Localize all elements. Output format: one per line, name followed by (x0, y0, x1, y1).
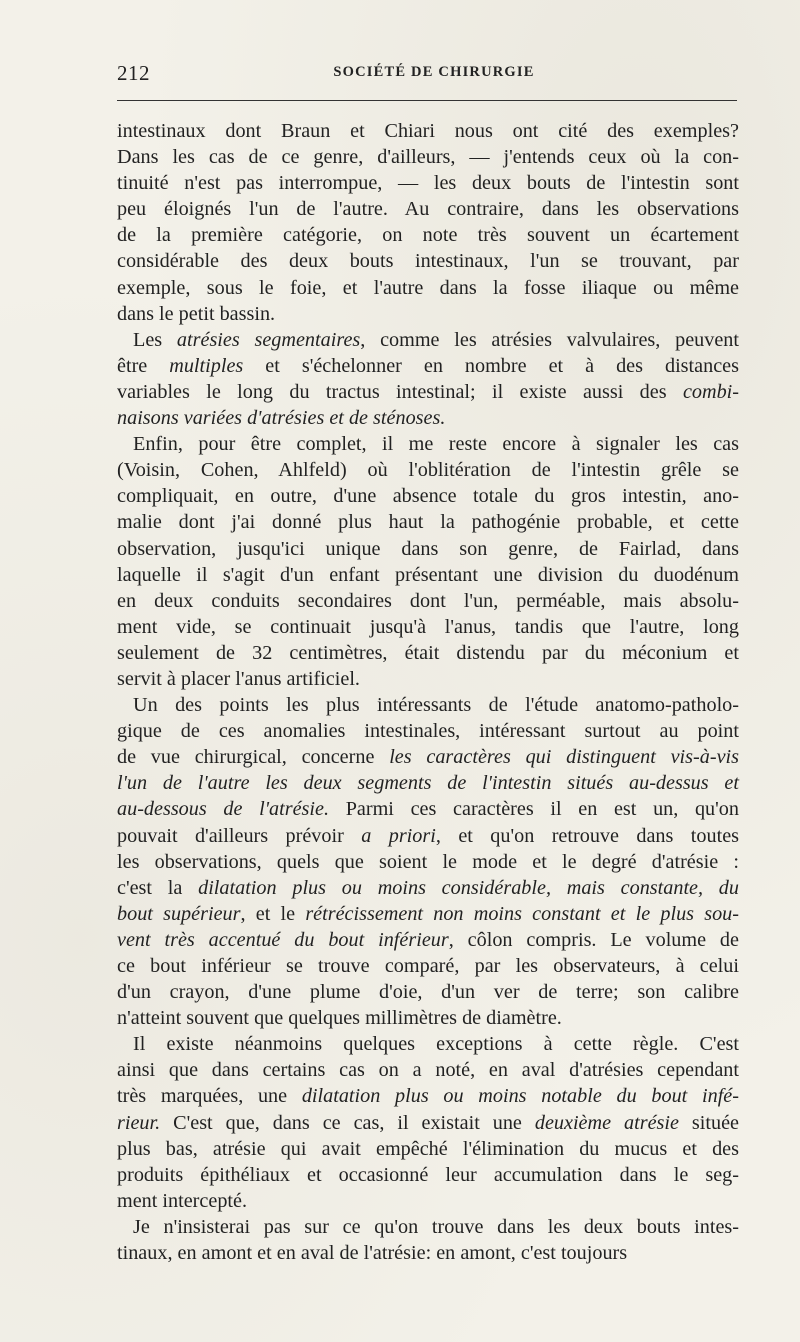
text-line: en deux conduits secondaires dont l'un, perméable, mais absolu- (117, 589, 739, 612)
text-line: (Voisin, Cohen, Ahlfeld) où l'oblitération de l'intestin grêle se (117, 459, 739, 482)
text-line: ment vide, se continuait jusqu'à l'anus, tandis que l'autre, long (117, 615, 739, 638)
text-line: produits épithéliaux et occasionné leur accumulation dans le seg- (117, 1163, 739, 1186)
text-line: rieur. C'est que, dans ce cas, il existait une deuxième atrésie située (117, 1111, 739, 1134)
text-line: seulement de 32 centimètres, était distendu par du méconium et (117, 641, 739, 664)
text-line: ment intercepté. (117, 1189, 248, 1212)
text-line: Il existe néanmoins quelques exceptions à cette règle. C'est (133, 1033, 739, 1056)
text-line: bout supérieur, et le rétrécissement non moins constant et le plus sou- (117, 902, 739, 925)
page-number: 212 (117, 61, 150, 85)
text-line: naisons variées d'atrésies et de sténoses. (117, 407, 446, 430)
text-line: très marquées, une dilatation plus ou moins notable du bout infé- (117, 1085, 739, 1108)
text-line: laquelle il s'agit d'un enfant présentant une division du duodénum (117, 563, 739, 586)
text-line: tinaux, en amont et en aval de l'atrésie: en amont, c'est toujours (117, 1242, 628, 1265)
text-line: n'atteint souvent que quelques millimètres de diamètre. (117, 1007, 562, 1030)
text-line: au-dessous de l'atrésie. Parmi ces caractères il en est un, qu'on (117, 798, 739, 821)
text-line: Enfin, pour être complet, il me reste encore à signaler les cas (133, 433, 739, 456)
text-line: Les atrésies segmentaires, comme les atrésies valvulaires, peuvent (133, 328, 740, 351)
text-line: dans le petit bassin. (117, 302, 276, 325)
text-line: variables le long du tractus intestinal; il existe aussi des combi- (117, 380, 739, 403)
text-line: servit à placer l'anus artificiel. (117, 667, 360, 690)
text-line: malie dont j'ai donné plus haut la pathogénie probable, et cette (117, 511, 739, 534)
text-line: pouvait d'ailleurs prévoir a priori, et qu'on retrouve dans toutes (117, 824, 740, 847)
text-line: d'un crayon, d'une plume d'oie, d'un ver de terre; son calibre (117, 981, 739, 1004)
running-head: SOCIÉTÉ DE CHIRURGIE (333, 64, 535, 80)
text-line: compliquait, en outre, d'une absence totale du gros intestin, ano- (117, 485, 739, 508)
text-line: considérable des deux bouts intestinaux, l'un se trouvant, par (117, 250, 739, 273)
text-line: être multiples et s'échelonner en nombre et à des distances (117, 354, 739, 377)
text-line: observation, jusqu'ici unique dans son genre, de Fairlad, dans (117, 537, 739, 560)
text-line: peu éloignés l'un de l'autre. Au contraire, dans les observations (117, 198, 739, 221)
text-line: exemple, sous le foie, et l'autre dans la fosse iliaque ou même (117, 276, 739, 299)
text-line: plus bas, atrésie qui avait empêché l'élimination du mucus et des (117, 1137, 739, 1160)
text-line: Je n'insisterai pas sur ce qu'on trouve dans les deux bouts intes- (133, 1215, 739, 1238)
text-line: vent très accentué du bout inférieur, côlon compris. Le volume de (117, 928, 739, 951)
text-line: ce bout inférieur se trouve comparé, par les observateurs, à celui (117, 955, 739, 977)
body-text (117, 118, 739, 1266)
text-line: ainsi que dans certains cas on a noté, en aval d'atrésies cependant (117, 1059, 739, 1082)
text-line: de la première catégorie, on note très souvent un écartement (117, 224, 739, 247)
text-line: les observations, quels que soient le mode et le degré d'atrésie : (117, 850, 739, 873)
text-line: gique de ces anomalies intestinales, intéressant surtout au point (117, 720, 739, 743)
text-line: c'est la dilatation plus ou moins considérable, mais constante, du (117, 876, 739, 899)
text-line: tinuité n'est pas interrompue, — les deux bouts de l'intestin sont (117, 172, 739, 195)
text-line: Dans les cas de ce genre, d'ailleurs, — j'entends ceux où la con- (117, 146, 739, 169)
text-line: de vue chirurgical, concerne les caractères qui distinguent vis-à-vis (117, 746, 739, 769)
text-line: Un des points les plus intéressants de l'étude anatomo-patholo- (133, 694, 739, 717)
text-line: intestinaux dont Braun et Chiari nous ont cité des exemples? (117, 120, 739, 142)
page-header (117, 58, 737, 88)
text-line: l'un de l'autre les deux segments de l'intestin situés au-dessus et (117, 772, 739, 795)
header-rule (117, 100, 737, 101)
